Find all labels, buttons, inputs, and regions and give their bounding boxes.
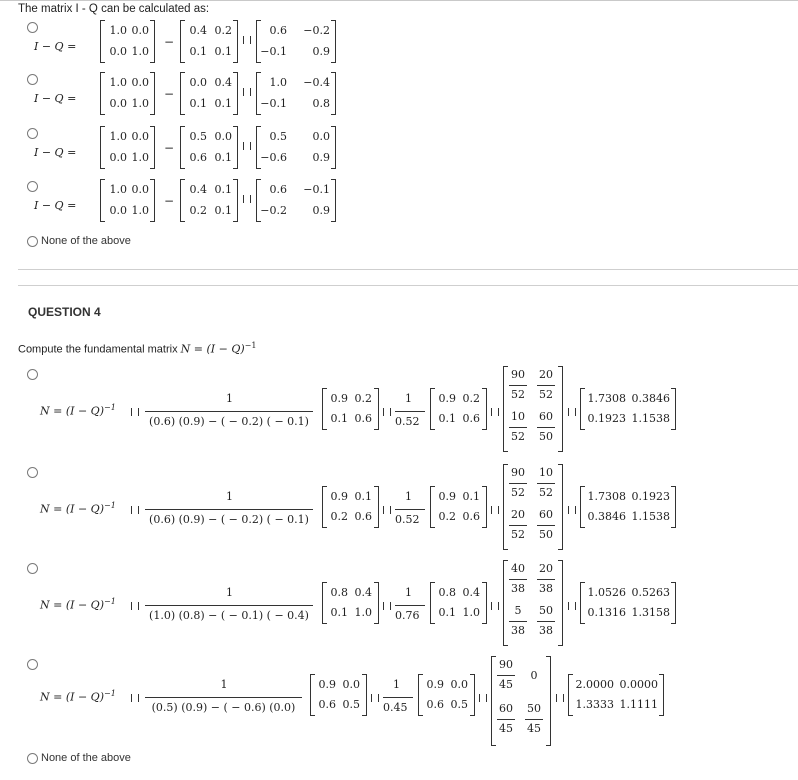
q3-option-none-label: None of the above [41, 235, 131, 247]
q4-lhs-exponent: −1 [104, 403, 116, 412]
q4-fraction-denominator: 52 [511, 430, 525, 443]
q4-adjugate-matrix-cell: 0.8 [330, 586, 348, 599]
q4-adjugate-matrix-repeat-cell: 0.1 [438, 606, 456, 619]
q4-adjugate-matrix-cell: 0.2 [330, 510, 348, 523]
q3-result-matrix-cell: 1.0 [269, 76, 287, 89]
q3-result-matrix-right-bracket [331, 72, 336, 115]
q4-lhs-text: N = (I − Q) [40, 598, 104, 612]
q3-identity-matrix [100, 20, 155, 63]
q4-fraction-numerator: 20 [511, 508, 525, 521]
q4-result-matrix-cell: 2.0000 [575, 678, 614, 691]
q4-adjugate-matrix-cell: 0.1 [354, 490, 372, 503]
q3-q-matrix-right-bracket [233, 20, 238, 63]
q4-fraction-bar [145, 697, 302, 698]
q3-q-matrix-cell: 0.1 [214, 183, 232, 196]
q4-numerator: 1 [226, 392, 233, 405]
q3-q-matrix-cell: 0.4 [214, 76, 232, 89]
q3-identity-matrix-cell: 0.0 [109, 97, 127, 110]
q4-radio-option-4[interactable] [27, 659, 38, 670]
q4-adjugate-matrix-repeat-cell: 0.1 [462, 490, 480, 503]
q4-adjugate-matrix-cell: 0.6 [318, 698, 336, 711]
q3-q-matrix-cell: 0.5 [189, 130, 207, 143]
q4-fraction-denominator: 38 [539, 624, 553, 637]
q3-result-matrix-cell: −0.6 [260, 151, 287, 164]
q4-adjugate-matrix [322, 388, 379, 430]
q4-fraction-bar [383, 697, 413, 698]
q4-fraction-matrix-right-bracket [558, 560, 563, 646]
q3-q-matrix-cell: 0.1 [214, 204, 232, 217]
q3-result-matrix-cell: 0.8 [312, 97, 330, 110]
q3-identity-matrix-cell: 0.0 [131, 76, 149, 89]
equals-sign [131, 408, 139, 416]
q4-numerator: 1 [405, 490, 412, 503]
q4-numerator: 1 [226, 490, 233, 503]
q4-determinant-expression: (0.5) (0.9) − ( − 0.6) (0.0) [151, 701, 296, 714]
top-divider [0, 0, 798, 1]
q4-lhs-text: N = (I − Q) [40, 690, 104, 704]
q4-adjugate-matrix-cell: 0.6 [354, 412, 372, 425]
q4-result-matrix-cell: 0.1923 [587, 412, 626, 425]
q4-result-matrix [580, 486, 676, 528]
q4-result-matrix-cell: 0.3846 [587, 510, 626, 523]
q4-adjugate-matrix-repeat-right-bracket [482, 486, 487, 528]
q4-adjugate-matrix-repeat-cell: 0.6 [462, 412, 480, 425]
q3-q-matrix [180, 179, 238, 222]
q4-adjugate-matrix-cell: 0.5 [342, 698, 360, 711]
q3-radio-option-2[interactable] [27, 74, 38, 85]
q4-fraction-cell-bar [509, 427, 527, 428]
q4-result-matrix-cell: 0.0000 [619, 678, 658, 691]
q4-fraction-numerator: 5 [514, 604, 522, 617]
question-3-text: The matrix I - Q can be calculated as: [18, 3, 210, 15]
q4-adjugate-matrix-cell: 1.0 [354, 606, 372, 619]
q4-radio-none[interactable] [27, 753, 38, 764]
q4-adjugate-matrix-repeat-cell: 0.2 [438, 510, 456, 523]
q4-adjugate-matrix-repeat-cell: 0.1 [438, 412, 456, 425]
q4-adjugate-matrix-right-bracket [362, 674, 367, 716]
q4-result-matrix-cell: 1.3333 [575, 698, 614, 711]
q3-q-matrix-cell: 0.1 [189, 45, 207, 58]
q3-identity-matrix-right-bracket [150, 179, 155, 222]
q4-adjugate-matrix-repeat-cell: 0.2 [462, 392, 480, 405]
equals-sign [243, 36, 251, 44]
q4-fraction-cell: 0 [530, 669, 538, 682]
q4-adjugate-matrix-repeat-cell: 1.0 [462, 606, 480, 619]
section-divider [18, 285, 798, 286]
equals-sign [131, 602, 139, 610]
q4-fraction-cell-bar [509, 621, 527, 622]
q4-fraction-denominator: 45 [499, 722, 513, 735]
q4-fraction-cell-bar [537, 525, 555, 526]
q3-result-matrix-cell: 0.9 [312, 151, 330, 164]
q4-numerator: 1 [220, 678, 228, 691]
q3-identity-matrix-cell: 1.0 [109, 183, 127, 196]
q4-adjugate-matrix-repeat [418, 674, 475, 716]
q4-fraction-cell-bar [497, 675, 515, 676]
q3-result-matrix-cell: −0.2 [260, 204, 287, 217]
q3-q-matrix-cell: 0.2 [214, 24, 232, 37]
q3-result-matrix-cell: 0.5 [269, 130, 287, 143]
q4-fraction-cell-bar [525, 719, 543, 720]
q3-q-matrix-cell: 0.6 [189, 151, 207, 164]
q3-identity-matrix-right-bracket [150, 20, 155, 63]
q4-fraction-bar [395, 411, 425, 412]
q3-identity-matrix-cell: 1.0 [131, 204, 149, 217]
q4-adjugate-matrix-cell: 0.1 [330, 606, 348, 619]
q3-radio-none[interactable] [27, 236, 38, 247]
q4-numerator: 1 [405, 586, 412, 599]
q4-result-matrix-cell: 0.1316 [587, 606, 626, 619]
q4-option-none-label: None of the above [41, 752, 131, 764]
q3-identity-matrix [100, 179, 155, 222]
q4-result-matrix-cell: 0.5263 [631, 586, 670, 599]
q4-fraction-numerator: 20 [539, 368, 553, 381]
q4-fraction-denominator: 52 [511, 486, 525, 499]
q4-radio-option-2[interactable] [27, 467, 38, 478]
q4-fraction-denominator: 38 [511, 582, 525, 595]
q4-determinant-expression: (1.0) (0.8) − ( − 0.1) ( − 0.4) [149, 609, 309, 622]
q4-fraction-matrix [503, 464, 563, 550]
q4-fraction-matrix-right-bracket [558, 464, 563, 550]
q4-adjugate-matrix-cell: 0.0 [342, 678, 360, 691]
q3-lhs: I − Q = [34, 199, 77, 212]
q4-adjugate-matrix-cell: 0.9 [330, 392, 348, 405]
equals-sign [131, 506, 139, 514]
q4-result-matrix-cell: 1.1538 [631, 510, 670, 523]
q4-adjugate-matrix-cell: 0.4 [354, 586, 372, 599]
q4-adjugate-matrix-repeat-right-bracket [482, 388, 487, 430]
q4-result-matrix [568, 674, 664, 716]
q3-radio-option-4[interactable] [27, 181, 38, 192]
q3-identity-matrix-cell: 1.0 [109, 24, 127, 37]
q3-result-matrix-cell: −0.1 [260, 45, 287, 58]
q4-fraction-numerator: 90 [511, 368, 525, 381]
q4-lhs-exponent: −1 [104, 689, 116, 698]
q4-fraction-matrix [503, 366, 563, 452]
equals-sign [243, 88, 251, 96]
q3-result-matrix-cell: −0.1 [303, 183, 330, 196]
q3-result-matrix-right-bracket [331, 126, 336, 169]
q4-adjugate-matrix-repeat-cell: 0.4 [462, 586, 480, 599]
q4-adjugate-matrix-repeat-cell: 0.8 [438, 586, 456, 599]
minus-sign: − [164, 87, 175, 101]
q4-fraction-denominator: 38 [539, 582, 553, 595]
q4-determinant: 0.76 [395, 609, 420, 622]
q4-lhs-text: N = (I − Q) [40, 404, 104, 418]
q4-fraction-cell-bar [509, 385, 527, 386]
q3-result-matrix [256, 126, 336, 169]
q4-adjugate-matrix [322, 582, 379, 624]
q3-q-matrix-cell: 0.0 [214, 130, 232, 143]
q4-fraction-numerator: 90 [499, 658, 513, 671]
q4-adjugate-matrix-right-bracket [374, 388, 379, 430]
q3-identity-matrix-cell: 0.0 [109, 45, 127, 58]
q4-result-matrix-cell: 1.0526 [587, 586, 626, 599]
q4-result-matrix-right-bracket [671, 486, 676, 528]
q4-adjugate-matrix [310, 674, 367, 716]
equals-sign [383, 506, 391, 514]
q4-adjugate-matrix-repeat [430, 388, 487, 430]
equals-sign [371, 694, 379, 702]
q4-fraction-denominator: 52 [511, 528, 525, 541]
q4-adjugate-matrix-repeat-cell: 0.9 [426, 678, 444, 691]
q4-determinant-expression: (0.6) (0.9) − ( − 0.2) ( − 0.1) [149, 415, 309, 428]
q3-result-matrix-right-bracket [331, 179, 336, 222]
section-divider [18, 269, 798, 270]
q3-q-matrix-cell: 0.1 [189, 97, 207, 110]
q4-adjugate-matrix-right-bracket [374, 582, 379, 624]
q4-adjugate-matrix-repeat [430, 486, 487, 528]
q4-result-matrix-right-bracket [671, 388, 676, 430]
q4-numerator: 1 [405, 392, 412, 405]
q3-q-matrix-cell: 0.1 [214, 45, 232, 58]
q3-result-matrix-right-bracket [331, 20, 336, 63]
q4-fraction-numerator: 60 [539, 508, 553, 521]
q4-result-matrix-cell: 1.1111 [619, 698, 658, 711]
q3-lhs: I − Q = [34, 40, 77, 53]
q4-adjugate-matrix-right-bracket [374, 486, 379, 528]
minus-sign: − [164, 194, 175, 208]
q4-fraction-cell-bar [537, 427, 555, 428]
q4-adjugate-matrix-cell: 0.6 [354, 510, 372, 523]
q4-fraction-numerator: 60 [499, 702, 513, 715]
q4-determinant-expression: (0.6) (0.9) − ( − 0.2) ( − 0.1) [149, 513, 309, 526]
q4-determinant: 0.45 [383, 701, 408, 714]
q4-determinant: 0.52 [395, 513, 420, 526]
q4-lhs [40, 689, 116, 704]
q3-result-matrix-cell: 0.0 [312, 130, 330, 143]
question-4-prompt: Compute the fundamental matrix $N = (I - Q)^{-1}$ [18, 341, 257, 356]
q3-q-matrix [180, 72, 238, 115]
q3-lhs: I − Q = [34, 92, 77, 105]
q3-identity-matrix-cell: 1.0 [131, 45, 149, 58]
q4-result-matrix-cell: 1.1538 [631, 412, 670, 425]
q3-lhs: I − Q = [34, 146, 77, 159]
q4-adjugate-matrix-cell: 0.2 [354, 392, 372, 405]
q3-q-matrix [180, 126, 238, 169]
q3-result-matrix-cell: 0.6 [269, 24, 287, 37]
equals-sign [568, 602, 576, 610]
q4-numerator: 1 [393, 678, 400, 691]
q4-fraction-denominator: 45 [499, 678, 513, 691]
q3-result-matrix [256, 20, 336, 63]
q3-result-matrix [256, 179, 336, 222]
q3-q-matrix-cell: 0.4 [189, 183, 207, 196]
q4-fraction-bar [145, 605, 313, 606]
q4-adjugate-matrix-cell: 0.9 [330, 490, 348, 503]
q4-fraction-numerator: 10 [511, 410, 525, 423]
q3-result-matrix-cell: 0.9 [312, 45, 330, 58]
q4-adjugate-matrix-repeat-cell: 0.6 [462, 510, 480, 523]
q4-numerator: 1 [226, 586, 233, 599]
q4-lhs [40, 597, 116, 612]
equals-sign [243, 142, 251, 150]
q4-lhs [40, 403, 116, 418]
equals-sign [491, 602, 499, 610]
q3-result-matrix-cell: −0.2 [303, 24, 330, 37]
q4-fraction-cell-bar [497, 719, 515, 720]
q4-fraction-numerator: 40 [511, 562, 525, 575]
q3-radio-option-1[interactable] [27, 22, 38, 33]
q4-fraction-numerator: 10 [539, 466, 553, 479]
q4-fraction-bar [395, 509, 425, 510]
q4-adjugate-matrix-repeat-cell: 0.5 [450, 698, 468, 711]
q4-adjugate-matrix-repeat-cell: 0.9 [438, 392, 456, 405]
q3-result-matrix [256, 72, 336, 115]
q4-fraction-denominator: 52 [539, 486, 553, 499]
q4-fraction-cell-bar [537, 621, 555, 622]
q4-adjugate-matrix-cell: 0.1 [330, 412, 348, 425]
equals-sign [383, 602, 391, 610]
q4-result-matrix-right-bracket [671, 582, 676, 624]
q4-determinant: 0.52 [395, 415, 420, 428]
q4-adjugate-matrix-repeat-cell: 0.9 [438, 490, 456, 503]
q4-fraction-numerator: 50 [527, 702, 541, 715]
q4-fraction-bar [145, 509, 313, 510]
question-4-heading: QUESTION 4 [28, 305, 101, 319]
q4-fraction-bar [145, 411, 313, 412]
q4-result-matrix-cell: 1.7308 [587, 392, 626, 405]
q4-fraction-numerator: 20 [539, 562, 553, 575]
q4-fraction-cell-bar [509, 579, 527, 580]
q4-fraction-cell-bar [509, 483, 527, 484]
q4-fraction-cell-bar [509, 525, 527, 526]
q4-adjugate-matrix-repeat [430, 582, 487, 624]
q4-fraction-cell-bar [537, 579, 555, 580]
q3-identity-matrix-cell: 0.0 [131, 183, 149, 196]
q3-identity-matrix-right-bracket [150, 72, 155, 115]
q3-result-matrix-cell: 0.9 [312, 204, 330, 217]
q4-adjugate-matrix-cell: 0.9 [318, 678, 336, 691]
q3-result-matrix-cell: 0.6 [269, 183, 287, 196]
q4-lhs-exponent: −1 [104, 597, 116, 606]
q4-fraction-bar [395, 605, 425, 606]
q4-lhs-text: N = (I − Q) [40, 502, 104, 516]
q4-adjugate-matrix-repeat-cell: 0.0 [450, 678, 468, 691]
q4-fraction-denominator: 50 [539, 430, 553, 443]
minus-sign: − [164, 35, 175, 49]
q4-result-matrix [580, 388, 676, 430]
q4-fraction-matrix-right-bracket [558, 366, 563, 452]
q3-radio-option-3[interactable] [27, 128, 38, 139]
minus-sign: − [164, 141, 175, 155]
q3-q-matrix-right-bracket [233, 72, 238, 115]
q4-radio-option-3[interactable] [27, 563, 38, 574]
equals-sign [243, 195, 251, 203]
equals-sign [568, 506, 576, 514]
equals-sign [479, 694, 487, 702]
q3-result-matrix-cell: −0.4 [303, 76, 330, 89]
q4-result-matrix-cell: 1.7308 [587, 490, 626, 503]
q3-q-matrix-cell: 0.1 [214, 97, 232, 110]
equals-sign [131, 694, 139, 702]
q3-result-matrix-cell: −0.1 [260, 97, 287, 110]
q4-fraction-denominator: 38 [511, 624, 525, 637]
q3-q-matrix-cell: 0.4 [189, 24, 207, 37]
q4-fraction-denominator: 45 [527, 722, 541, 735]
q4-fraction-numerator: 90 [511, 466, 525, 479]
q4-fraction-numerator: 50 [539, 604, 553, 617]
q3-q-matrix-cell: 0.2 [189, 204, 207, 217]
q4-result-matrix-cell: 0.3846 [631, 392, 670, 405]
equals-sign [568, 408, 576, 416]
q4-lhs [40, 501, 116, 516]
q3-identity-matrix [100, 126, 155, 169]
q3-q-matrix-cell: 0.1 [214, 151, 232, 164]
equals-sign [383, 408, 391, 416]
q3-identity-matrix-cell: 0.0 [131, 130, 149, 143]
equals-sign [491, 408, 499, 416]
q4-adjugate-matrix-repeat-right-bracket [482, 582, 487, 624]
q3-q-matrix-right-bracket [233, 179, 238, 222]
q4-fraction-matrix [491, 656, 551, 746]
q3-identity-matrix-cell: 0.0 [131, 24, 149, 37]
q4-fraction-matrix-right-bracket [546, 656, 551, 746]
q4-fraction-denominator: 52 [511, 388, 525, 401]
q4-fraction-cell-bar [537, 483, 555, 484]
q3-identity-matrix-cell: 1.0 [131, 97, 149, 110]
q3-identity-matrix [100, 72, 155, 115]
q4-adjugate-matrix-repeat-right-bracket [470, 674, 475, 716]
q3-identity-matrix-cell: 1.0 [109, 130, 127, 143]
q4-adjugate-matrix [322, 486, 379, 528]
q4-fraction-matrix [503, 560, 563, 646]
q4-result-matrix-right-bracket [659, 674, 664, 716]
q3-identity-matrix-cell: 1.0 [131, 151, 149, 164]
q4-fraction-numerator: 60 [539, 410, 553, 423]
q3-identity-matrix-cell: 1.0 [109, 76, 127, 89]
q4-result-matrix-cell: 0.1923 [631, 490, 670, 503]
q3-q-matrix-right-bracket [233, 126, 238, 169]
q4-fraction-denominator: 50 [539, 528, 553, 541]
q3-identity-matrix-right-bracket [150, 126, 155, 169]
q4-fraction-denominator: 52 [539, 388, 553, 401]
equals-sign [556, 694, 564, 702]
q4-fraction-cell-bar [537, 385, 555, 386]
q4-adjugate-matrix-repeat-cell: 0.6 [426, 698, 444, 711]
q3-q-matrix-cell: 0.0 [189, 76, 207, 89]
equals-sign [491, 506, 499, 514]
q3-q-matrix [180, 20, 238, 63]
q4-result-matrix-cell: 1.3158 [631, 606, 670, 619]
q4-lhs-exponent: −1 [104, 501, 116, 510]
q4-radio-option-1[interactable] [27, 369, 38, 380]
q4-result-matrix [580, 582, 676, 624]
q3-identity-matrix-cell: 0.0 [109, 204, 127, 217]
q3-identity-matrix-cell: 0.0 [109, 151, 127, 164]
